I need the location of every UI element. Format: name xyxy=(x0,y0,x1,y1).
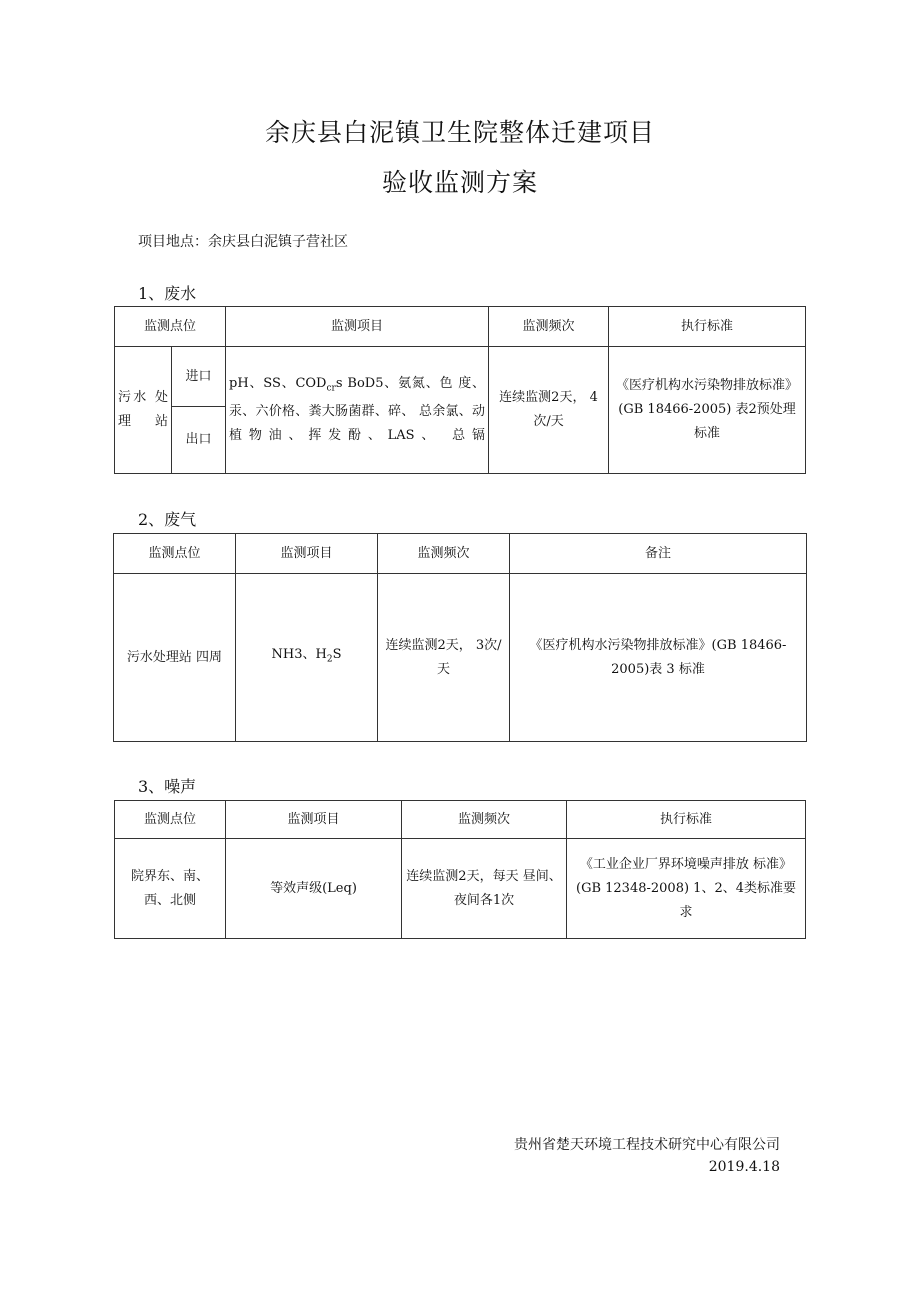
cell-frequency: 连续监测2天， 4次/天 xyxy=(489,347,609,474)
table-row xyxy=(115,839,806,939)
footer-date: 2019.4.18 xyxy=(708,1159,780,1175)
cell-frequency: 连续监测2天，每天 昼间、夜间各1次 xyxy=(402,839,567,939)
exhaust-table xyxy=(113,533,807,742)
items-text-rest: S xyxy=(332,647,342,663)
table-header-row xyxy=(114,534,807,574)
header-frequency: 监测频次 xyxy=(489,307,609,347)
footer-organization: 贵州省楚天环境工程技术研究中心有限公司 xyxy=(514,1137,780,1153)
cell-items xyxy=(236,574,378,742)
table-header-row xyxy=(115,801,806,839)
cell-site: 污水处理站 四周 xyxy=(114,574,236,742)
header-site: 监测点位 xyxy=(114,534,236,574)
items-subscript: 2 xyxy=(326,654,333,665)
table-row xyxy=(114,574,807,742)
items-text: pH、SS、COD xyxy=(229,375,327,391)
header-items: 监测项目 xyxy=(236,534,378,574)
cell-frequency: 连续监测2天， 3次/天 xyxy=(378,574,510,742)
section-heading-noise: 3、噪声 xyxy=(138,777,197,796)
cell-remark: 《医疗机构水污染物排放标准》(GB 18466-2005)表 3 标准 xyxy=(510,574,807,742)
header-standard: 执行标准 xyxy=(609,307,806,347)
cell-outlet: 出口 xyxy=(172,407,226,474)
items-text-rest: s BoD5、氨氮、色 度、汞、六价格、粪大肠菌群、碎、 总余氯、动植物油、挥发酚、LAS、 总镉 xyxy=(229,375,486,444)
table-row xyxy=(115,347,806,407)
header-frequency: 监测频次 xyxy=(402,801,567,839)
section-heading-wastewater: 1、废水 xyxy=(138,284,197,303)
wastewater-table xyxy=(114,306,806,474)
section-heading-exhaust: 2、废气 xyxy=(138,510,197,529)
header-site: 监测点位 xyxy=(115,307,226,347)
header-remark: 备注 xyxy=(510,534,807,574)
cell-site: 院界东、南、西、北侧 xyxy=(115,839,226,939)
cell-items: 等效声级(Leq) xyxy=(226,839,402,939)
cell-inlet: 进口 xyxy=(172,347,226,407)
cell-site: 污水 处理 站 xyxy=(115,347,172,474)
header-items: 监测项目 xyxy=(226,801,402,839)
header-items: 监测项目 xyxy=(226,307,489,347)
cell-items xyxy=(226,347,489,474)
header-frequency: 监测频次 xyxy=(378,534,510,574)
header-standard: 执行标准 xyxy=(567,801,806,839)
items-subscript: cr xyxy=(326,383,336,394)
doc-subtitle: 验收监测方案 xyxy=(381,168,538,197)
cell-standard: 《医疗机构水污染物排放标准》(GB 18466-2005) 表2预处理标准 xyxy=(609,347,806,474)
noise-table xyxy=(114,800,806,939)
table-header-row xyxy=(115,307,806,347)
project-location: 项目地点：余庆县白泥镇子营社区 xyxy=(138,234,348,250)
doc-title: 余庆县白泥镇卫生院整体迁建项目 xyxy=(264,118,655,147)
header-site: 监测点位 xyxy=(115,801,226,839)
cell-standard: 《工业企业厂界环境噪声排放 标准》(GB 12348-2008) 1、2、4类标准要求 xyxy=(567,839,806,939)
items-text: NH3、H xyxy=(271,647,327,663)
